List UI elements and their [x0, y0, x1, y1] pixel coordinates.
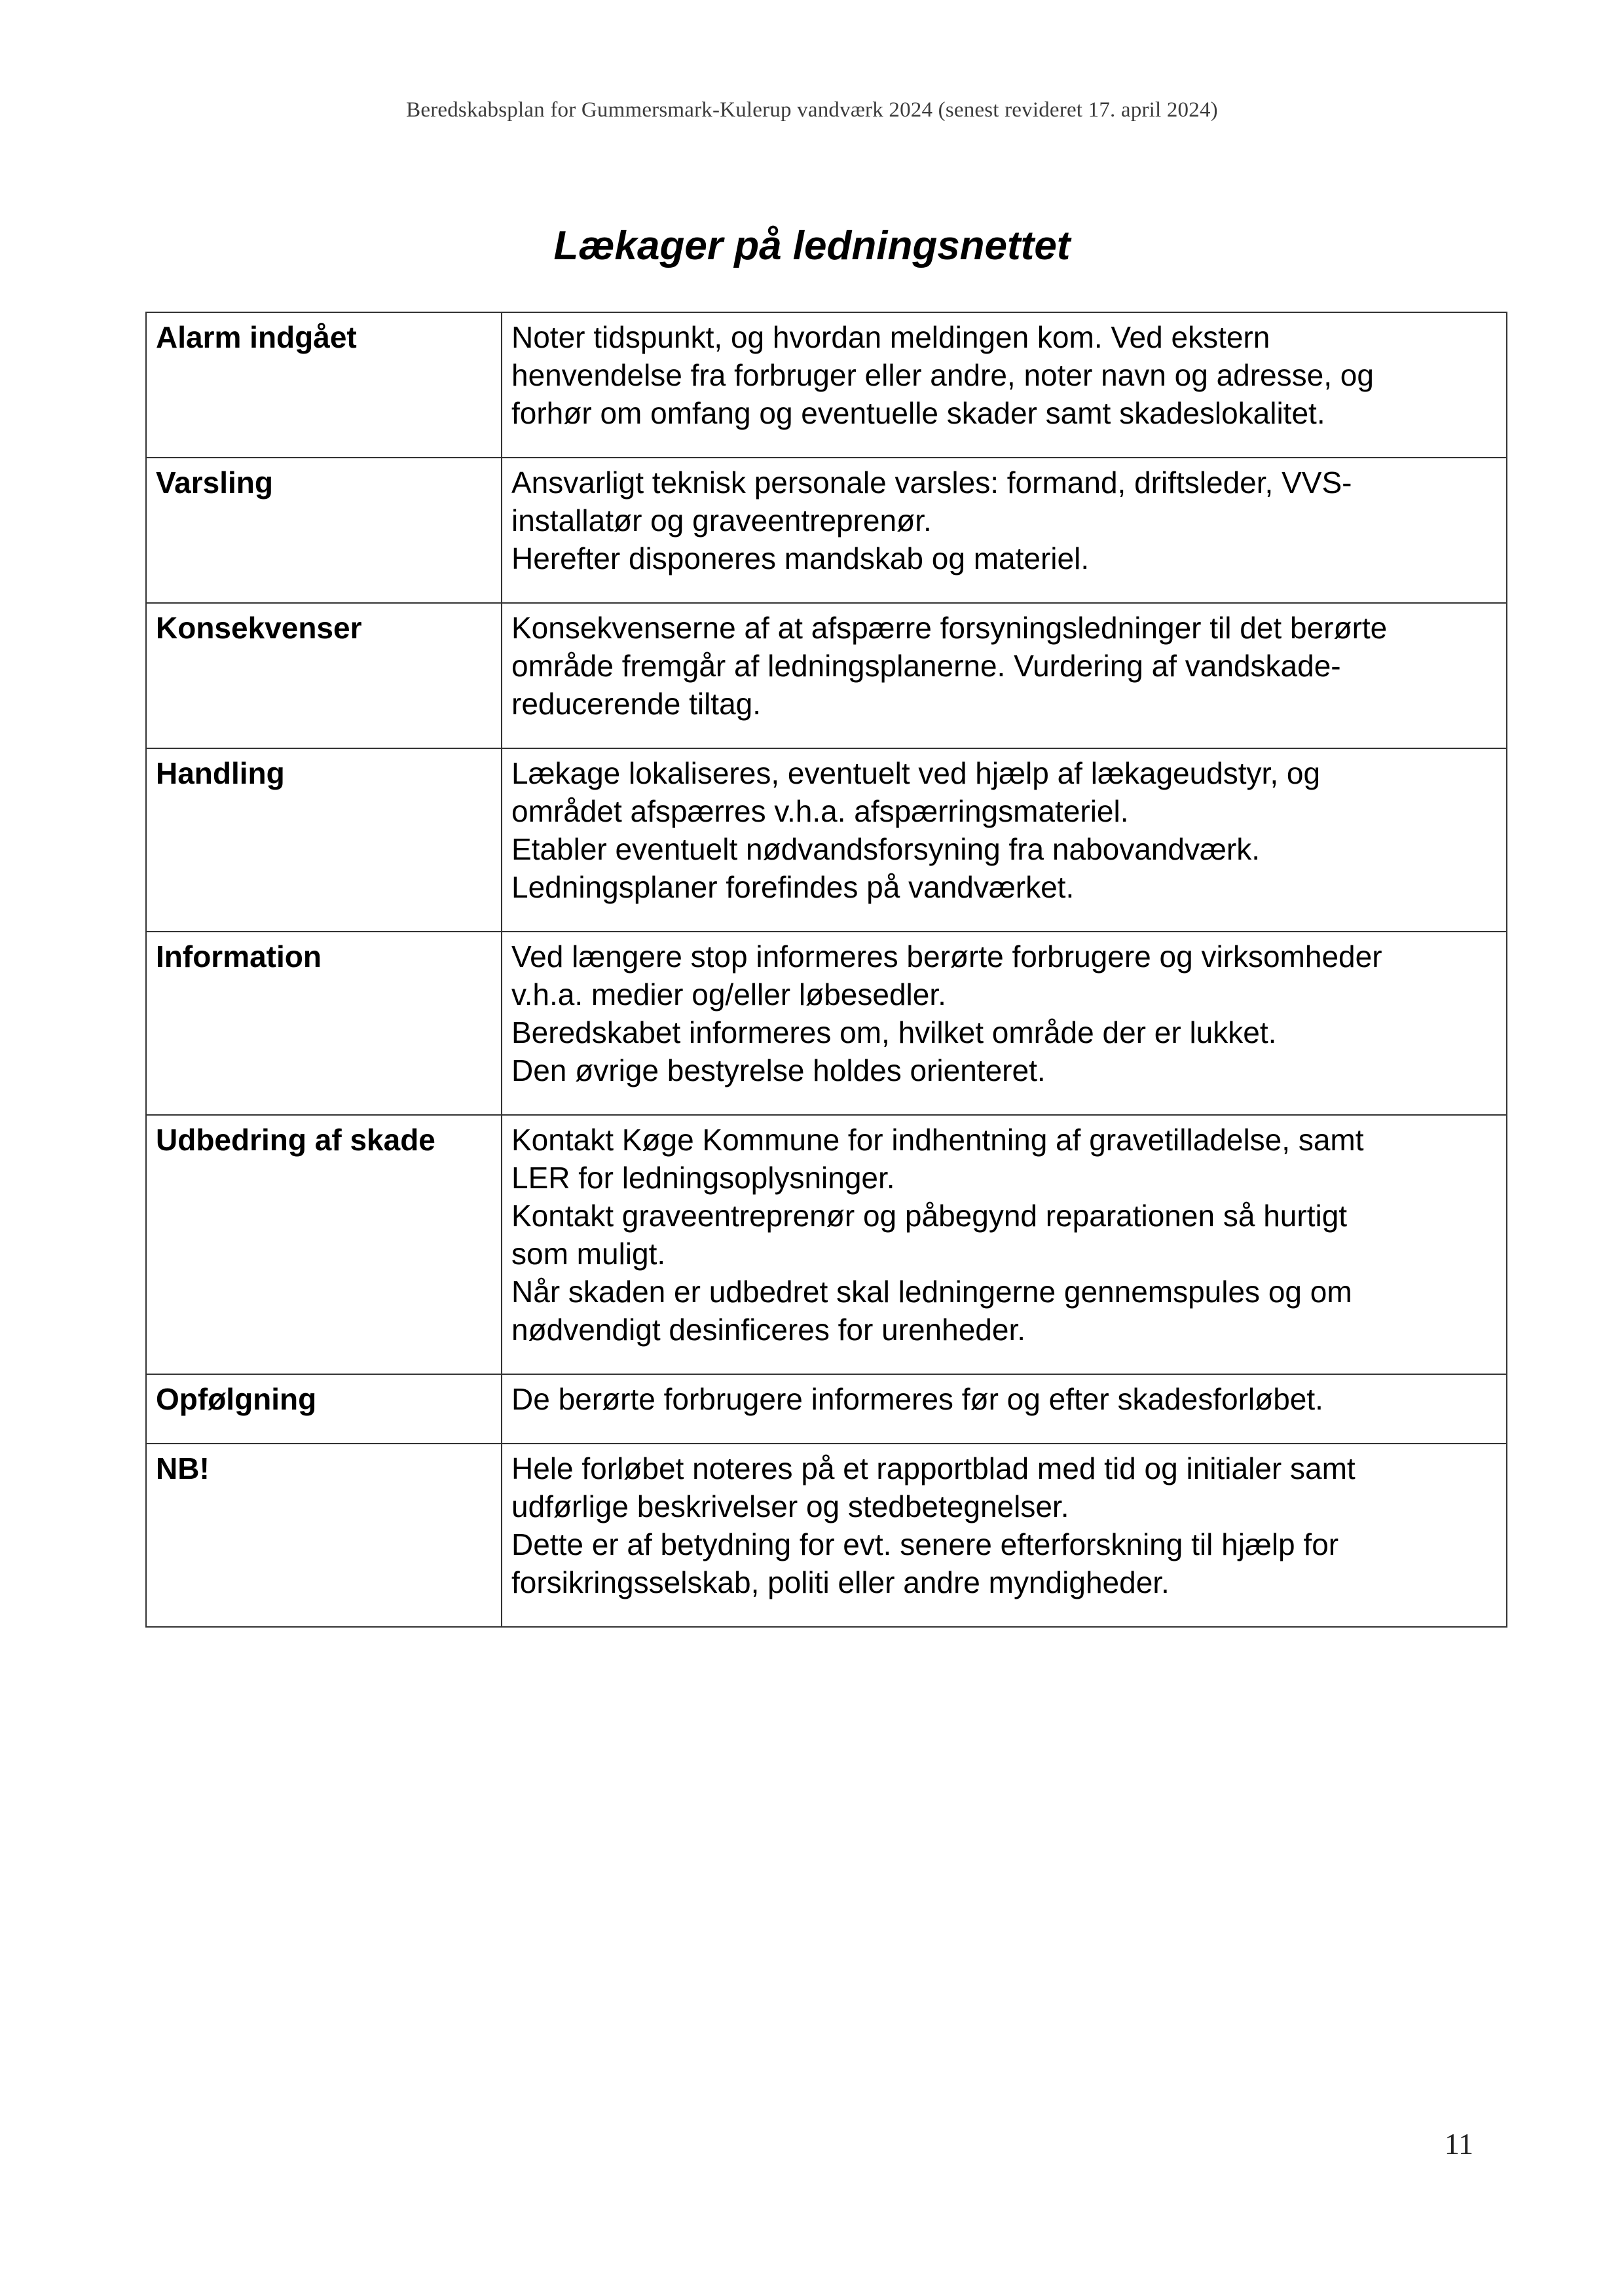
row-label: Opfølgning: [146, 1374, 502, 1444]
description-line: Ledningsplaner forefindes på vandværket.: [511, 870, 1075, 904]
table-row: [146, 748, 1507, 932]
description-line: Ansvarligt teknisk personale varsles: formand, driftsleder, VVS-: [511, 465, 1352, 500]
table-row: [146, 458, 1507, 603]
description-line: nødvendigt desinficeres for urenheder.: [511, 1313, 1026, 1347]
row-label: Handling: [146, 748, 502, 932]
description-line: udførlige beskrivelser og stedbetegnelser.: [511, 1489, 1069, 1523]
description-line: De berørte forbrugere informeres før og efter skadesforløbet.: [511, 1382, 1323, 1416]
description-line: område fremgår af ledningsplanerne. Vurdering af vandskade-: [511, 649, 1341, 683]
description-line: Noter tidspunkt, og hvordan meldingen kom. Ved ekstern: [511, 320, 1270, 354]
row-label: Information: [146, 932, 502, 1115]
procedure-table: [145, 312, 1507, 1628]
description-line: installatør og graveentreprenør.: [511, 503, 932, 538]
row-label: Konsekvenser: [146, 603, 502, 748]
description-line: Ved længere stop informeres berørte forbrugere og virksomheder: [511, 939, 1382, 974]
table-row: [146, 1115, 1507, 1374]
description-line: Kontakt Køge Kommune for indhentning af gravetilladelse, samt: [511, 1123, 1364, 1157]
page-number: 11: [1444, 2127, 1473, 2160]
row-label: NB!: [146, 1444, 502, 1627]
table-row: [146, 932, 1507, 1115]
description-line: LER for ledningsoplysninger.: [511, 1161, 895, 1195]
description-line: henvendelse fra forbruger eller andre, noter navn og adresse, og: [511, 358, 1374, 392]
description-line: som muligt.: [511, 1237, 666, 1271]
row-description: [502, 603, 1507, 748]
row-label: Alarm indgået: [146, 312, 502, 458]
running-header: Beredskabsplan for Gummersmark-Kulerup vandværk 2024 (senest revideret 17. april 2024): [406, 98, 1218, 122]
description-line: forsikringsselskab, politi eller andre myndigheder.: [511, 1565, 1170, 1599]
description-line: Kontakt graveentreprenør og påbegynd reparationen så hurtigt: [511, 1199, 1348, 1233]
row-description: [502, 1374, 1507, 1444]
table-row: [146, 1374, 1507, 1444]
row-description: [502, 1444, 1507, 1627]
procedure-table-body: [146, 312, 1507, 1627]
row-label: Varsling: [146, 458, 502, 603]
page-title: Lækager på ledningsnettet: [553, 223, 1071, 268]
description-line: v.h.a. medier og/eller løbesedler.: [511, 977, 946, 1011]
row-description: [502, 312, 1507, 458]
description-line: forhør om omfang og eventuelle skader samt skadeslokalitet.: [511, 396, 1325, 430]
description-line: Herefter disponeres mandskab og materiel.: [511, 541, 1090, 575]
row-description: [502, 458, 1507, 603]
description-line: området afspærres v.h.a. afspærringsmateriel.: [511, 794, 1129, 828]
description-line: Når skaden er udbedret skal ledningerne gennemspules og om: [511, 1275, 1352, 1309]
row-label: Udbedring af skade: [146, 1115, 502, 1374]
description-line: Dette er af betydning for evt. senere efterforskning til hjælp for: [511, 1527, 1339, 1561]
description-line: Hele forløbet noteres på et rapportblad med tid og initialer samt: [511, 1451, 1356, 1485]
description-line: Konsekvenserne af at afspærre forsyningsledninger til det berørte: [511, 611, 1388, 645]
row-description: [502, 932, 1507, 1115]
table-row: [146, 1444, 1507, 1627]
table-row: [146, 603, 1507, 748]
row-description: [502, 748, 1507, 932]
row-description: [502, 1115, 1507, 1374]
description-line: reducerende tiltag.: [511, 687, 762, 721]
description-line: Lækage lokaliseres, eventuelt ved hjælp af lækageudstyr, og: [511, 756, 1321, 790]
description-line: Etabler eventuelt nødvandsforsyning fra nabovandværk.: [511, 832, 1260, 866]
table-row: [146, 312, 1507, 458]
description-line: Beredskabet informeres om, hvilket område der er lukket.: [511, 1015, 1277, 1049]
description-line: Den øvrige bestyrelse holdes orienteret.: [511, 1053, 1046, 1087]
